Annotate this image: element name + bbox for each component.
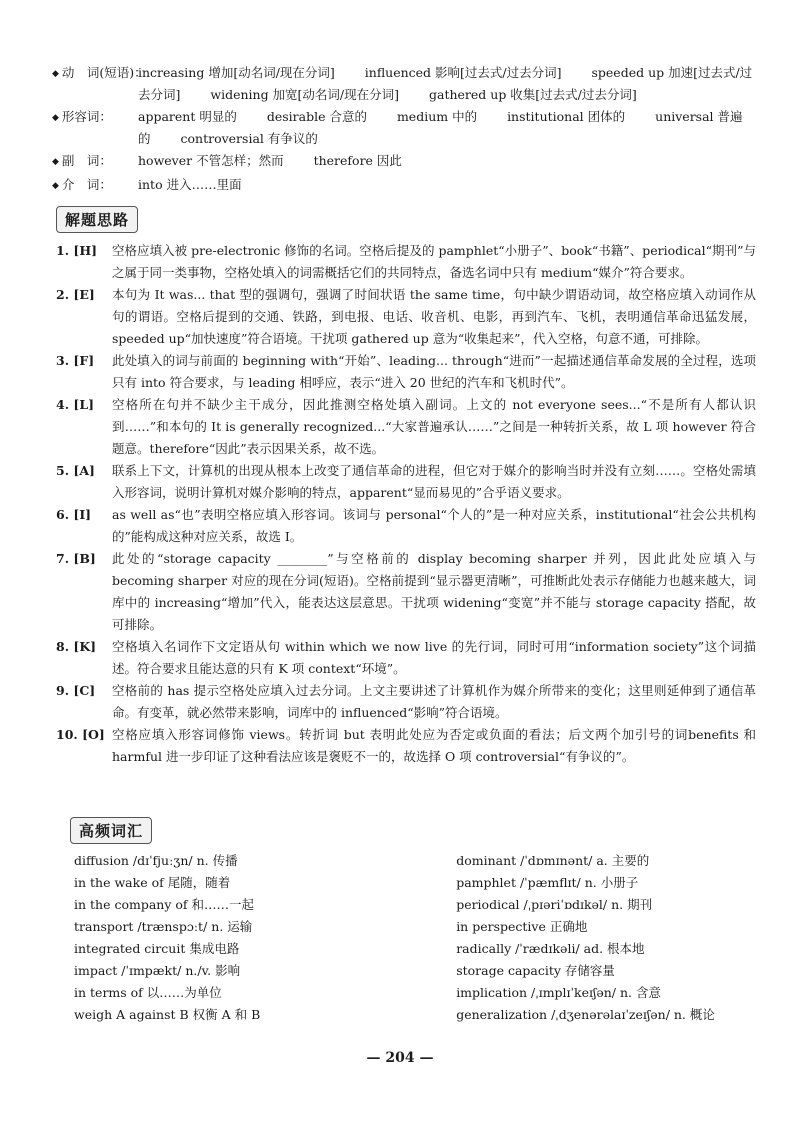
glossary-item: in the company of 和……一起 — [74, 897, 255, 912]
answer-number: 1. [H] — [56, 243, 98, 258]
answer-text: 空格应填入被 pre-electronic 修饰的名词。空格后提及的 pamphlet“小册子”、book“书籍”、periodical“期刊”与之属于同一类事物，空格处填入的词需概括它们的共同特点，备选名词中只有 medium“媒介”符合要求。 — [112, 243, 756, 280]
answer-text: 空格所在句并不缺少主干成分，因此推测空格处填入副词。上文的 not everyone sees...“不是所有人都认识到……”和本句的 It is generally recognized...“大家普遍承认……”之间是一种转折关系，故 L 项 however 符合题意。therefore“因此”表示因果关系，故不选。 — [112, 397, 756, 456]
answer-text: 本句为 It was... that 型的强调句，强调了时间状语 the same time，句中缺少谓语动词，故空格应填入动词作从句的谓语。空格后提到的交通、铁路，到电报、电话、收音机、电影，再到汽车、飞机，表明通信革命迅猛发展，speeded up“加快速度”符合语境。干扰项 gathered up 意为“收集起来”，代入空格，句意不通，可排除。 — [112, 287, 756, 346]
diamond-bullet-icon: ◆ — [52, 113, 59, 123]
answer-item — [56, 460, 756, 504]
vocab-item: increasing 增加[动名词/现在分词] — [138, 65, 335, 80]
glossary-item: periodical /ˌpɪəriˈɒdɪkəl/ n. 期刊 — [456, 897, 653, 912]
glossary-item: weigh A against B 权衡 A 和 B — [74, 1007, 261, 1022]
glossary-item: in terms of 以……为单位 — [74, 985, 222, 1000]
answer-text: 联系上下文，计算机的出现从根本上改变了通信革命的进程，但它对于媒介的影响当时并没有立刻……。空格处需填入形容词，说明计算机对媒介影响的特点，apparent“显而易见的”合乎语义要求。 — [112, 463, 756, 500]
vocab-item: gathered up 收集[过去式/过去分词] — [429, 87, 637, 102]
glossary-item: storage capacity 存储容量 — [456, 963, 615, 978]
answer-item — [56, 724, 756, 768]
vocab-row-verbs — [52, 62, 760, 106]
diamond-bullet-icon: ◆ — [52, 157, 59, 167]
diamond-bullet-icon: ◆ — [52, 69, 59, 79]
vocab-item: universal 普遍的 — [138, 109, 743, 146]
glossary-item: impact /ˈɪmpækt/ n./v. 影响 — [74, 963, 241, 978]
answer-number: 2. [E] — [56, 287, 95, 302]
page-number: — 204 — — [366, 1050, 434, 1066]
glossary-item: in perspective 正确地 — [456, 919, 588, 934]
vocab-label: 动 词(短语)： — [61, 65, 147, 80]
vocab-row-adjectives — [52, 106, 760, 150]
vocab-item: widening 加宽[动名词/现在分词] — [210, 87, 400, 102]
vocab-item: desirable 合意的 — [266, 109, 367, 124]
vocab-item: medium 中的 — [396, 109, 478, 124]
glossary — [74, 850, 754, 1026]
answer-number: 5. [A] — [56, 463, 95, 478]
answer-number: 9. [C] — [56, 683, 96, 698]
vocab-item: however 不管怎样；然而 — [138, 153, 284, 168]
answer-text: 此处填入的词与前面的 beginning with“开始”、leading... through“进而”一起描述通信革命发展的全过程，选项只有 into 符合要求，与 leading 相呼应，表示“进入 20 世纪的汽车和飞机时代”。 — [112, 353, 756, 390]
answer-number: 6. [I] — [56, 507, 92, 522]
answer-explanations — [56, 240, 756, 768]
answer-item — [56, 284, 756, 350]
answer-text: 空格填入名词作下文定语从句 within which we now live 的先行词，同时可用“information society”这个词描述。符合要求且能达意的只有 K 项 context“环境”。 — [112, 639, 756, 676]
vocab-item: institutional 团体的 — [507, 109, 626, 124]
vocab-item: into 进入……里面 — [138, 177, 242, 192]
glossary-item: diffusion /dɪˈfjuːʒn/ n. 传播 — [74, 853, 238, 868]
glossary-item: radically /ˈrædɪkəli/ ad. 根本地 — [456, 941, 645, 956]
glossary-item: integrated circuit 集成电路 — [74, 941, 240, 956]
vocab-item: influenced 影响[过去式/过去分词] — [364, 65, 562, 80]
answer-number: 10. [O] — [56, 727, 105, 742]
vocab-item: controversial 有争议的 — [180, 131, 318, 146]
answer-text: 此处的“storage capacity ________”与空格前的 display becoming sharper 并列，因此此处应填入与 becoming sharper 对应的现在分词(短语)。空格前提到“显示器更清晰”，可推断此处表示存储能力也越来越大，词库中的 increasing“增加”代入，能表达这层意思。干扰项 widening“变宽”并不能与 storage capacity 搭配，故可排除。 — [112, 551, 756, 632]
answer-number: 7. [B] — [56, 551, 96, 566]
vocabulary-list — [52, 62, 760, 198]
answer-text: 空格前的 has 提示空格处应填入过去分词。上文主要讲述了计算机作为媒介所带来的变化；这里则延伸到了通信革命。有变革，就必然带来影响，词库中的 influenced“影响”符合语境。 — [112, 683, 756, 720]
answer-text: as well as“也”表明空格应填入形容词。该词与 personal“个人的”是一种对应关系，institutional“社会公共机构的”能构成这种对应关系，故选 I。 — [112, 507, 756, 544]
glossary-item: dominant /ˈdɒmɪnənt/ a. 主要的 — [456, 853, 650, 868]
glossary-item: pamphlet /ˈpæmflɪt/ n. 小册子 — [456, 875, 639, 890]
answer-number: 3. [F] — [56, 353, 95, 368]
glossary-item: transport /trænspɔːt/ n. 运输 — [74, 919, 253, 934]
answer-item — [56, 548, 756, 636]
section-title-solution: 解题思路 — [56, 206, 138, 233]
glossary-column-right — [456, 850, 754, 1026]
answer-text: 空格应填入形容词修饰 views。转折词 but 表明此处应为否定或负面的看法；后文两个加引号的词benefits 和 harmful 进一步印证了这种看法应该是褒贬不一的，故选择 O 项 controversial“有争议的”。 — [112, 727, 756, 764]
vocab-label: 副 词： — [61, 153, 112, 168]
vocab-item: speeded up 加速[过去式/过去分词] — [138, 65, 753, 102]
answer-item — [56, 394, 756, 460]
glossary-item: in the wake of 尾随，随着 — [74, 875, 231, 890]
answer-item — [56, 636, 756, 680]
section-title-glossary: 高频词汇 — [70, 817, 152, 844]
diamond-bullet-icon: ◆ — [52, 181, 59, 191]
answer-item — [56, 504, 756, 548]
vocab-item: therefore 因此 — [313, 153, 402, 168]
vocab-label: 形容词： — [61, 109, 112, 124]
answer-number: 4. [L] — [56, 397, 95, 412]
answer-item — [56, 680, 756, 724]
answer-item — [56, 350, 756, 394]
vocab-row-adverbs — [52, 150, 760, 174]
vocab-row-prepositions — [52, 174, 760, 198]
glossary-item: generalization /ˌdʒenərəlaɪˈzeɪʃən/ n. 概论 — [456, 1007, 715, 1022]
glossary-item: implication /ˌɪmplɪˈkeɪʃən/ n. 含意 — [456, 985, 661, 1000]
glossary-column-left — [74, 850, 456, 1026]
answer-item — [56, 240, 756, 284]
vocab-label: 介 词： — [61, 177, 112, 192]
answer-number: 8. [K] — [56, 639, 97, 654]
vocab-item: apparent 明显的 — [138, 109, 237, 124]
